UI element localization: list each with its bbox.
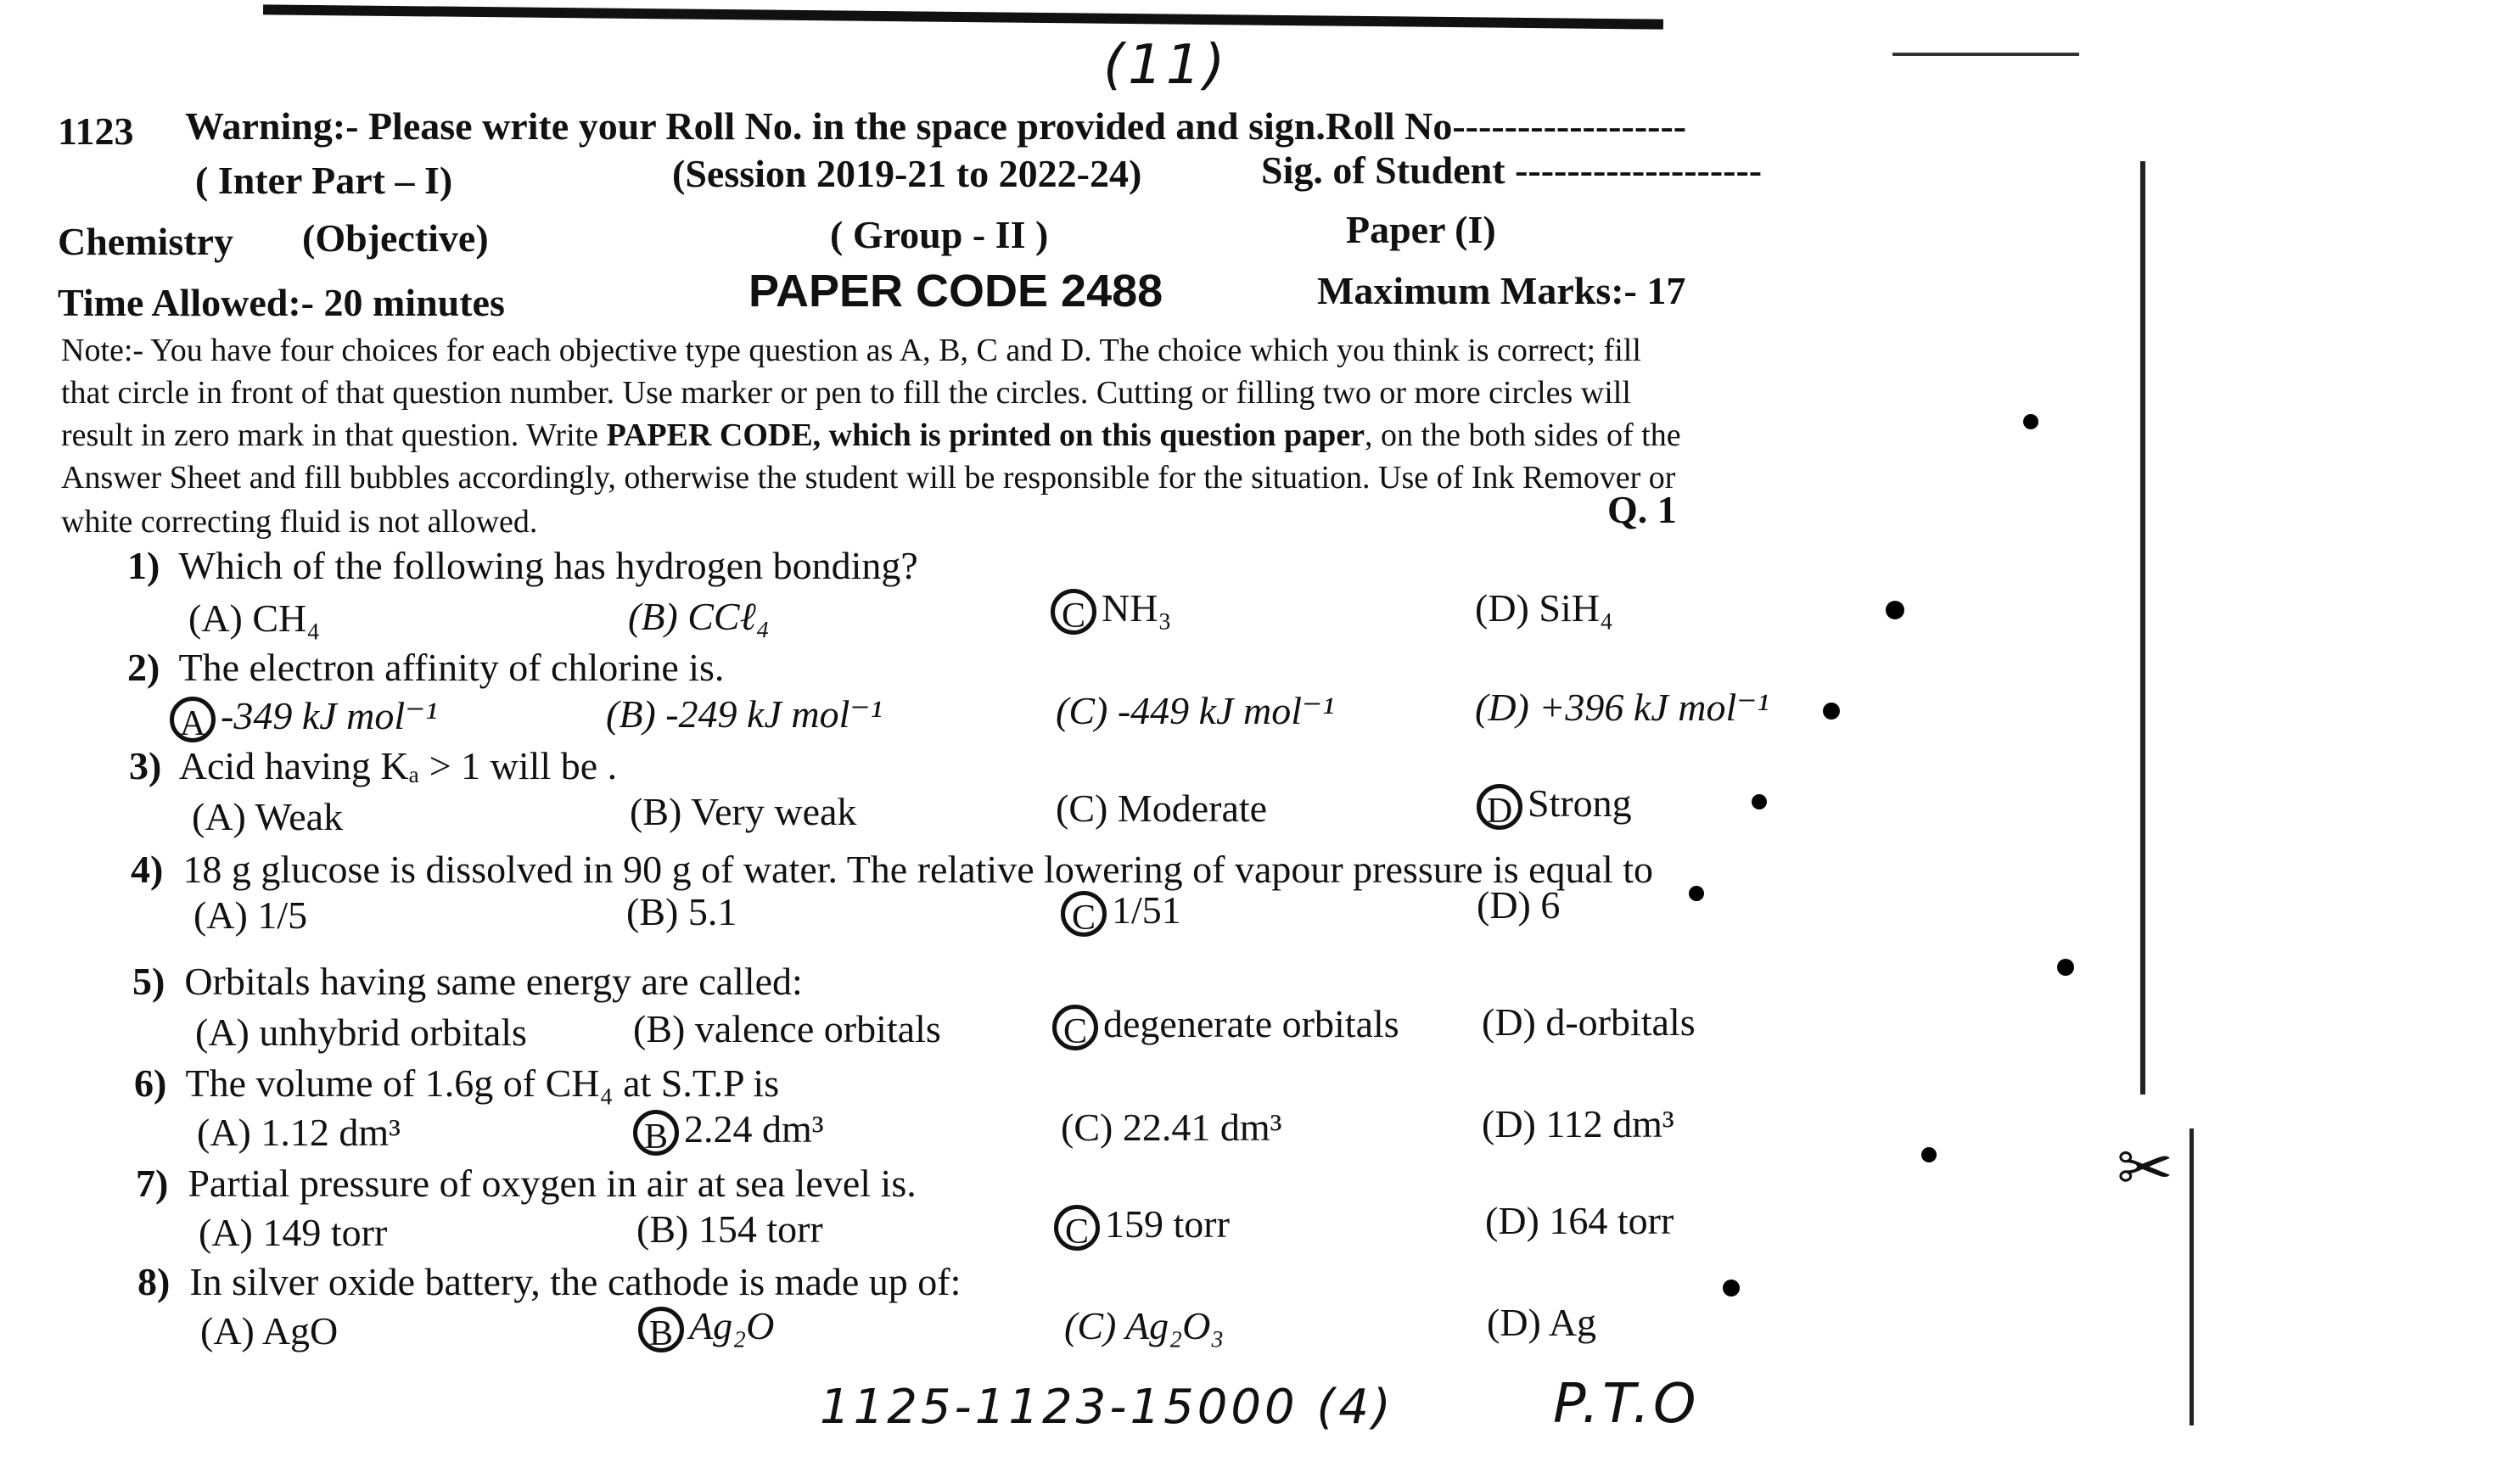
- question-3: 3) Acid having Kₐ > 1 will be .: [129, 744, 618, 787]
- selected-bubble-icon: C: [1061, 891, 1107, 937]
- q3-option-c[interactable]: (C) Moderate: [1056, 787, 1268, 830]
- question-6: 6) The volume of 1.6g of CH₄ at S.T.P is: [134, 1061, 780, 1105]
- q7-option-c-selected[interactable]: C 159 torr: [1054, 1201, 1230, 1251]
- handwritten-pto: P.T.O: [1553, 1373, 1700, 1436]
- scan-top-rule-right: [1892, 53, 2079, 56]
- q5-option-c-selected[interactable]: C degenerate orbitals: [1052, 1001, 1399, 1050]
- q5-option-a[interactable]: (A) unhybrid orbitals: [195, 1011, 527, 1054]
- maximum-marks: Maximum Marks:- 17: [1317, 269, 1686, 312]
- scissors-icon: ✂: [2117, 1128, 2174, 1207]
- q8-option-a[interactable]: (A) AgO: [200, 1309, 339, 1352]
- q8-option-d[interactable]: (D) Ag: [1487, 1301, 1597, 1344]
- paper-type-label: (Objective): [302, 216, 489, 260]
- scan-right-edge-lower: [2189, 1128, 2194, 1425]
- q2-option-c[interactable]: (C) -449 kJ mol⁻¹: [1056, 689, 1335, 732]
- q6-option-b-selected[interactable]: B 2.24 dm³: [633, 1106, 824, 1156]
- q6-option-c[interactable]: (C) 22.41 dm³: [1061, 1106, 1282, 1149]
- note-line-4: Answer Sheet and fill bubbles accordingly, otherwise the student will be responsible for the situation. Use of Ink Remover or: [61, 460, 1676, 496]
- q1-option-d[interactable]: (D) SiH₄: [1475, 586, 1613, 630]
- q4-option-b[interactable]: (B) 5.1: [626, 890, 737, 933]
- ink-speck: [2057, 959, 2074, 976]
- q3-option-b[interactable]: (B) Very weak: [630, 790, 857, 833]
- part-label: ( Inter Part – I): [195, 159, 453, 202]
- note-line-2: that circle in front of that question number. Use marker or pen to fill the circles. Cutting or filling two or more circles will: [61, 375, 1631, 411]
- q8-option-b-selected[interactable]: B Ag₂O: [638, 1303, 774, 1352]
- q3-option-a[interactable]: (A) Weak: [192, 795, 344, 838]
- ink-speck: [1886, 601, 1904, 619]
- q6-option-d[interactable]: (D) 112 dm³: [1482, 1102, 1674, 1145]
- selected-bubble-icon: C: [1052, 1005, 1098, 1050]
- note-line-1: Note:- You have four choices for each objective type question as A, B, C and D. The choice which you think is correct; fill: [61, 333, 1641, 368]
- selected-bubble-icon: C: [1051, 589, 1096, 635]
- ink-speck: [1823, 703, 1840, 720]
- question-8: 8) In silver oxide battery, the cathode is made up of:: [137, 1260, 962, 1303]
- ink-speck: [1723, 1280, 1740, 1296]
- question-5: 5) Orbitals having same energy are called:: [132, 960, 803, 1003]
- question-label: Q. 1: [1607, 488, 1677, 531]
- ink-speck: [1752, 794, 1767, 809]
- note-line-5: white correcting fluid is not allowed.: [61, 504, 538, 540]
- q7-option-d[interactable]: (D) 164 torr: [1485, 1199, 1674, 1242]
- time-allowed: Time Allowed:- 20 minutes: [58, 281, 505, 324]
- paper-number: 1123: [58, 109, 134, 153]
- q6-option-a[interactable]: (A) 1.12 dm³: [197, 1111, 401, 1154]
- q1-option-a[interactable]: (A) CH₄: [188, 596, 321, 640]
- ink-speck: [2023, 414, 2038, 429]
- handwritten-code: 1125-1123-15000 (4): [820, 1380, 1394, 1435]
- q5-option-b[interactable]: (B) valence orbitals: [633, 1007, 941, 1050]
- student-signature-field[interactable]: Sig. of Student -------------------: [1261, 148, 1763, 192]
- question-2: 2) The electron affinity of chlorine is.: [127, 646, 725, 689]
- selected-bubble-icon: D: [1477, 784, 1522, 830]
- paper-label: Paper (I): [1346, 208, 1496, 251]
- note-line-3: result in zero mark in that question. Write PAPER CODE, which is printed on this question paper, on the both sides of the: [61, 417, 1681, 453]
- selected-bubble-icon: B: [633, 1110, 679, 1156]
- handwritten-page-number: (11): [1103, 34, 1229, 97]
- session-label: (Session 2019-21 to 2022-24): [672, 152, 1142, 195]
- selected-bubble-icon: A: [170, 697, 216, 742]
- group-label: ( Group - II ): [830, 213, 1049, 256]
- warning-text: Warning:- Please write your Roll No. in the space provided and sign.Roll No------------------: [185, 104, 1687, 148]
- question-1: 1) Which of the following has hydrogen bonding?: [127, 544, 918, 587]
- q1-option-b[interactable]: (B) CCℓ₄: [628, 595, 770, 638]
- q2-option-b[interactable]: (B) -249 kJ mol⁻¹: [606, 692, 883, 736]
- q1-option-c-selected[interactable]: C NH₃: [1051, 585, 1171, 635]
- q3-option-d-selected[interactable]: D Strong: [1477, 781, 1632, 830]
- q2-option-d[interactable]: (D) +396 kJ mol⁻¹: [1475, 686, 1769, 729]
- selected-bubble-icon: C: [1054, 1205, 1100, 1251]
- q7-option-b[interactable]: (B) 154 torr: [636, 1207, 823, 1251]
- q2-option-a-selected[interactable]: A -349 kJ mol⁻¹: [170, 692, 437, 742]
- selected-bubble-icon: B: [638, 1307, 684, 1352]
- question-7: 7) Partial pressure of oxygen in air at sea level is.: [136, 1162, 917, 1205]
- paper-code: PAPER CODE 2488: [748, 266, 1163, 316]
- q4-option-d[interactable]: (D) 6: [1477, 883, 1561, 927]
- q7-option-a[interactable]: (A) 149 torr: [199, 1211, 388, 1254]
- ink-speck: [1689, 886, 1704, 901]
- ink-speck: [1921, 1147, 1937, 1162]
- q4-option-c-selected[interactable]: C 1/51: [1061, 888, 1181, 937]
- question-4: 4) 18 g glucose is dissolved in 90 g of water. The relative lowering of vapour pressure is equal to: [131, 848, 1654, 891]
- q4-option-a[interactable]: (A) 1/5: [193, 893, 308, 937]
- q8-option-c[interactable]: (C) Ag₂O₃: [1064, 1304, 1225, 1347]
- scan-top-rule: [263, 4, 1663, 29]
- q5-option-d[interactable]: (D) d-orbitals: [1482, 1000, 1696, 1044]
- scan-right-edge: [2140, 161, 2145, 1095]
- subject-label: Chemistry: [58, 220, 233, 263]
